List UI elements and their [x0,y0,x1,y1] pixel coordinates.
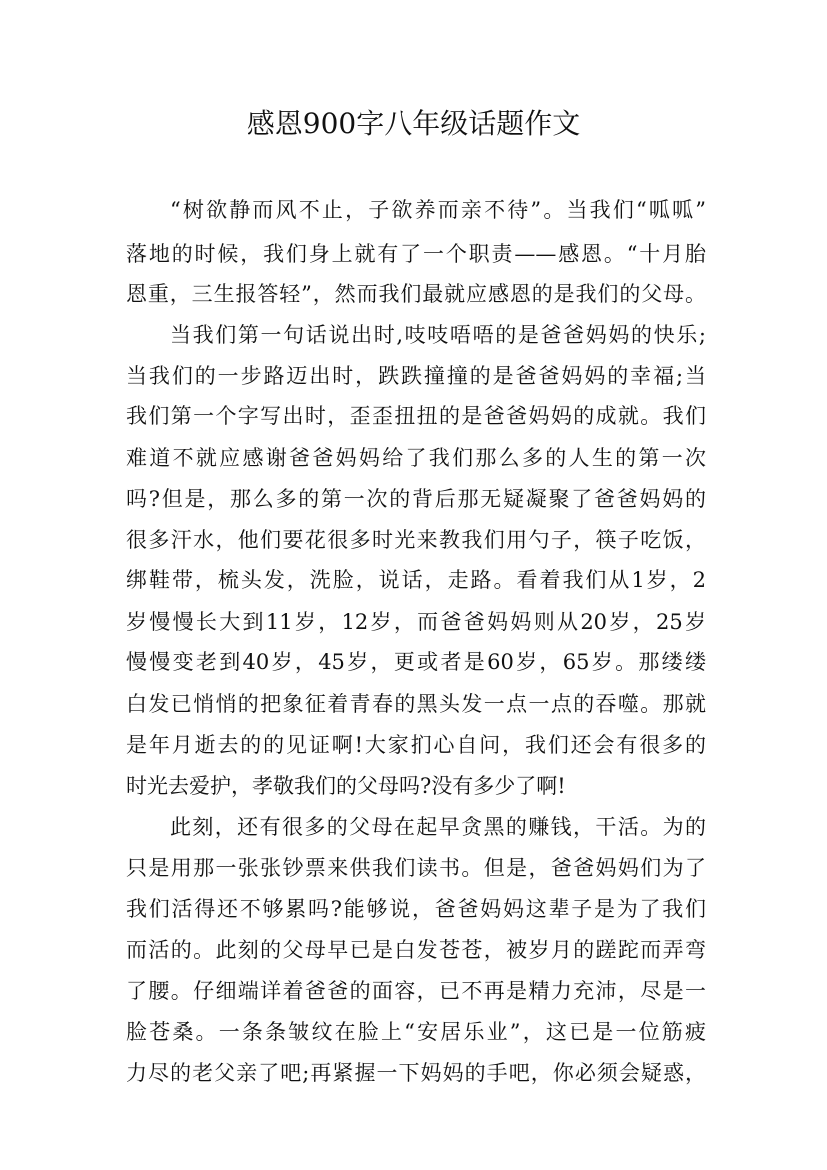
text-line: 此刻，还有很多的父母在起早贪黑的赚钱，干活。为的 [170,815,706,839]
text-line: 当我们第一句话说出时,吱吱唔唔的是爸爸妈妈的快乐; [170,323,706,347]
text-line: 时光去爱护，孝敬我们的父母吗?没有多少了啊! [126,774,566,798]
text-line: 而活的。此刻的父母早已是白发苍苍，被岁月的蹉跎而弄弯 [126,938,706,962]
text-line: 我们活得还不够累吗?能够说，爸爸妈妈这辈子是为了我们 [126,897,706,921]
text-line: 吗?但是，那么多的第一次的背后那无疑凝聚了爸爸妈妈的 [126,487,706,511]
text-line: 只是用那一张张钞票来供我们读书。但是，爸爸妈妈们为了 [126,856,706,880]
text-line: 很多汗水，他们要花很多时光来教我们用勺子，筷子吃饭， [126,528,706,552]
text-line: 慢慢变老到40岁，45岁，更或者是60岁，65岁。那缕缕 [126,650,706,674]
text-line: 岁慢慢长大到11岁，12岁，而爸爸妈妈则从20岁，25岁 [126,610,706,634]
text-line: 绑鞋带，梳头发，洗脸，说话，走路。看着我们从1岁，2 [126,568,706,592]
text-line: 当我们的一步路迈出时，跌跌撞撞的是爸爸妈妈的幸福;当 [126,364,706,388]
text-line: 是年月逝去的的见证啊!大家扪心自问，我们还会有很多的 [126,733,706,757]
text-line: 落地的时候，我们身上就有了一个职责——感恩。“十月胎 [126,242,706,266]
text-line: 难道不就应感谢爸爸妈妈给了我们那么多的人生的第一次 [126,446,706,470]
text-line: 我们第一个字写出时，歪歪扭扭的是爸爸妈妈的成就。我们 [126,404,706,428]
document-title: 感恩900字八年级话题作文 [246,107,581,140]
text-line: 脸苍桑。一条条皱纹在脸上“安居乐业”，这已是一位筋疲 [126,1020,706,1044]
text-line: 白发已悄悄的把象征着青春的黑头发一点一点的吞噬。那就 [126,692,706,716]
text-line: 力尽的老父亲了吧;再紧握一下妈妈的手吧，你必须会疑惑， [126,1061,706,1085]
text-line: “树欲静而风不止，子欲养而亲不待”。当我们“呱呱” [170,198,706,222]
text-line: 恩重，三生报答轻”，然而我们最就应感恩的是我们的父母。 [126,282,706,306]
text-line: 了腰。仔细端详着爸爸的面容，已不再是精力充沛，尽是一 [126,979,706,1003]
